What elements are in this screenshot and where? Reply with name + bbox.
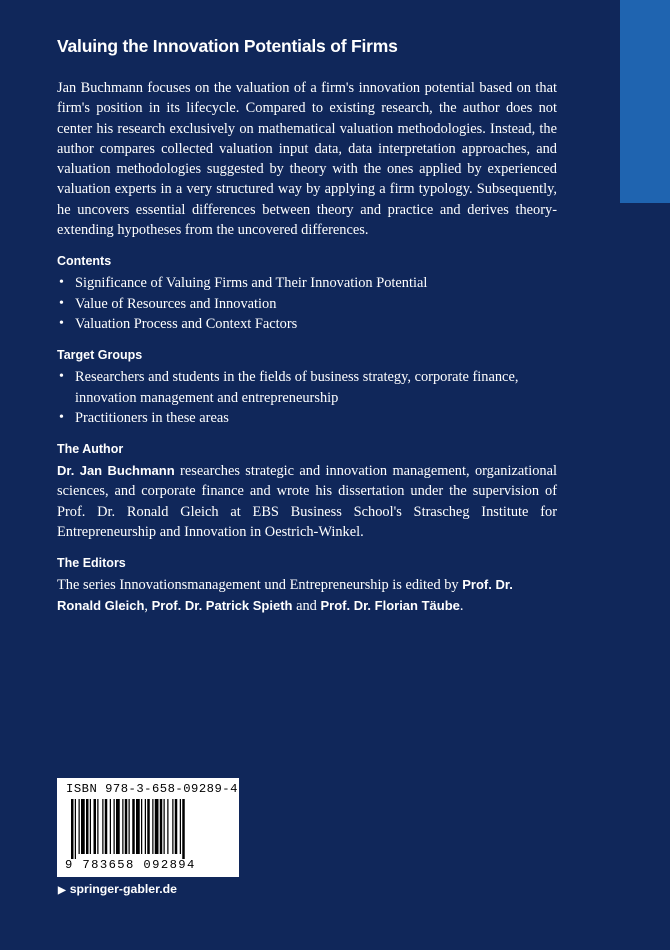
accent-tab	[620, 0, 670, 203]
barcode-bar	[86, 799, 89, 854]
barcode-bar	[75, 799, 76, 859]
bullet-icon: •	[59, 369, 64, 385]
bullet-icon: •	[59, 409, 64, 425]
editors-heading: The Editors	[57, 556, 126, 571]
bullet-icon: •	[59, 275, 64, 291]
barcode-bar	[180, 799, 181, 854]
barcode-bar	[94, 799, 97, 854]
barcode-bar	[105, 799, 108, 854]
barcode-bar	[167, 799, 168, 854]
author-section	[57, 441, 557, 542]
barcode-bar	[116, 799, 120, 854]
list-item: • Value of Resources and Innovation	[57, 294, 557, 314]
editors-text: The series Innovationsmanagement und Entrepreneurship is edited by Prof. Dr. Ronald Gleich, Prof. Dr. Patrick Spieth and Prof. Dr. Florian Täube.	[57, 577, 513, 614]
contents-section	[57, 253, 557, 334]
barcode-bar	[125, 799, 128, 854]
author-name: Dr. Jan Buchmann	[57, 463, 175, 479]
barcode-bar	[90, 799, 91, 854]
barcode-bar	[110, 799, 111, 854]
barcode-bar	[129, 799, 130, 854]
target-groups-list	[57, 367, 557, 428]
list-item: • Valuation Process and Context Factors	[57, 314, 557, 334]
barcode-bar	[182, 799, 185, 859]
barcode-bar	[155, 799, 159, 854]
author-bio: Dr. Jan Buchmann researches strategic and innovation management, organizational sciences, and corporate finance and wrote his dissertation under the supervision of Prof. Dr. Ronald Gleich at EBS Business School's Strascheg Institute for Entrepreneurship and Innovation in Oestrich-Winkel.	[57, 463, 558, 541]
barcode-icon	[71, 799, 231, 859]
arrow-right-icon: ▶	[58, 885, 66, 896]
barcode-bar	[175, 799, 178, 854]
barcode-bar	[122, 799, 123, 854]
editor-name: Prof. Dr. Ronald Gleich	[57, 577, 513, 613]
barcode-bar	[172, 799, 173, 854]
barcode-bar	[145, 799, 146, 854]
bullet-icon: •	[59, 295, 64, 311]
editor-name: Prof. Dr. Florian Täube	[320, 597, 460, 613]
list-item: • Practitioners in these areas	[57, 408, 557, 428]
editor-name: Prof. Dr. Patrick Spieth	[151, 597, 293, 613]
isbn-barcode	[57, 778, 239, 877]
website-link[interactable]: ▶ springer-gabler.de	[58, 882, 177, 896]
barcode-bar	[141, 799, 142, 854]
author-heading: The Author	[57, 442, 124, 457]
bullet-icon: •	[59, 315, 64, 331]
barcode-bar	[136, 799, 140, 854]
list-item: • Researchers and students in the fields of business strategy, corporate finance, innovation management and entrepreneurship	[59, 369, 519, 406]
barcode-bar	[79, 799, 80, 854]
barcode-bar	[81, 799, 85, 854]
barcode-bar	[160, 799, 163, 854]
barcode-bar	[147, 799, 150, 854]
list-item: • Significance of Valuing Firms and Their Innovation Potential	[57, 273, 557, 293]
target-groups-heading: Target Groups	[57, 348, 143, 363]
editors-section	[57, 555, 557, 616]
barcode-bar	[164, 799, 165, 854]
back-cover-content	[57, 34, 557, 616]
barcode-number: 9 783658 092894	[65, 858, 196, 872]
barcode-bar	[71, 799, 74, 859]
barcode-bar	[152, 799, 153, 854]
contents-list	[57, 273, 557, 334]
summary: Jan Buchmann focuses on the valuation of a firm's innovation potential based on that firm's position in its lifecycle. Compared to existing research, the author does not center his research exclusively on mathematical valuation methodologies. Instead, the author compares collected valuation input data, data interpretation approaches, and valuation methodologies suggested by theory with the ones applied by experienced valuation experts in a very structured way by applying a firm typology. Subsequently, he uncovers essential differences between theory and practice and derives theory-extending hypotheses from the uncovered differences.	[57, 80, 557, 239]
barcode-bar	[114, 799, 115, 854]
target-groups-section	[57, 347, 557, 428]
contents-heading: Contents	[57, 254, 112, 269]
isbn-label: ISBN 978-3-658-09289-4	[66, 782, 238, 796]
barcode-bar	[102, 799, 103, 854]
barcode-bar	[132, 799, 135, 854]
book-title: Valuing the Innovation Potentials of Firms	[57, 36, 398, 56]
barcode-bar	[97, 799, 98, 854]
